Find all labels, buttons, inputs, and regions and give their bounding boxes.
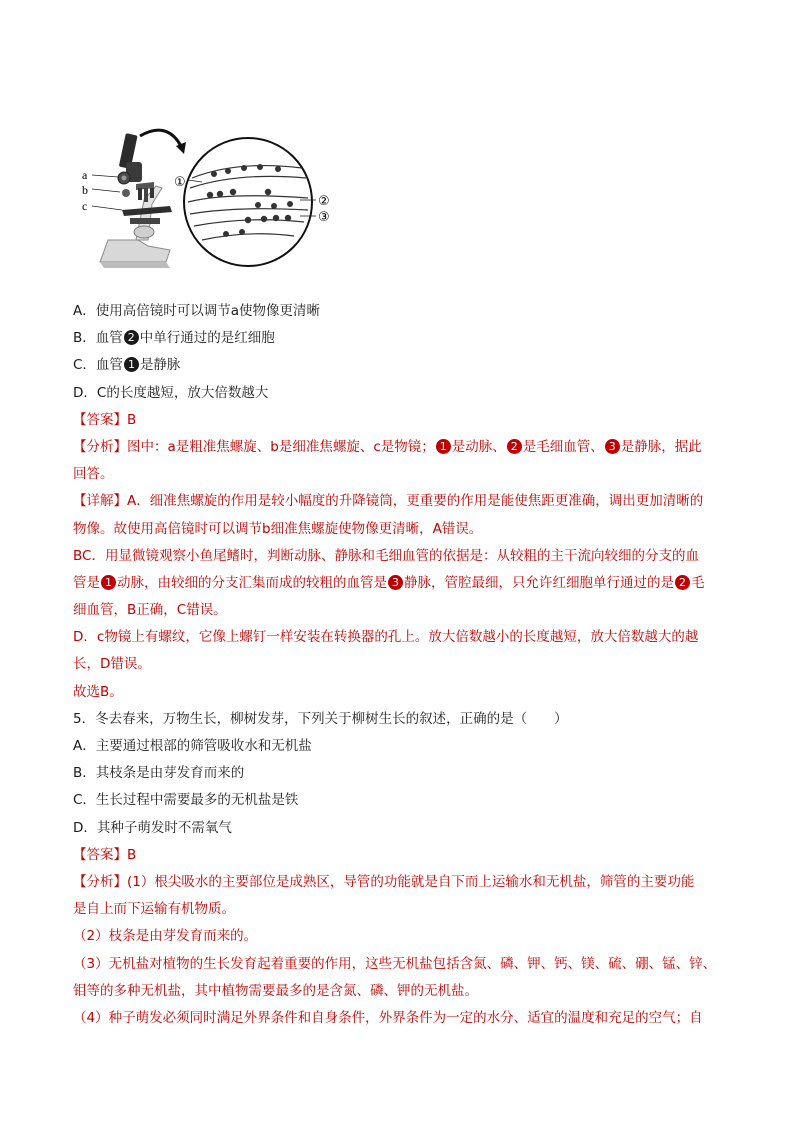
- text-block: [73, 298, 725, 1032]
- text-span: BC．用显微镜观察小鱼尾鳍时，判断动脉、静脉和毛细血管的依据是：从较粗的主干流向较细的分支的血: [73, 547, 699, 564]
- text-span: 是静脉，据此: [620, 438, 702, 455]
- text-span: A．使用高倍镜时可以调节a使物像更清晰: [73, 303, 321, 319]
- text-line-detail2: [73, 516, 725, 543]
- circled-number-1: 1: [124, 357, 139, 372]
- text-line-q5A: [73, 733, 725, 760]
- text-span: 是毛细血管、: [522, 438, 604, 455]
- text-line-detail1: [73, 488, 725, 515]
- text-span: 动脉，由较细的分支汇集而成的较粗的血管是: [117, 574, 387, 591]
- text-line-answer: [73, 407, 725, 434]
- circled-number-1: 1: [101, 575, 116, 590]
- text-span: 图中：a是粗准焦螺旋、b是细准焦螺旋、c是物镜；: [127, 438, 435, 455]
- text-span: B．血管: [73, 330, 123, 347]
- text-span: 细血管，B正确，C错误。: [73, 602, 227, 619]
- text-span: 中单行通过的是红细胞: [139, 330, 275, 347]
- text-span: B: [127, 846, 137, 863]
- text-span: 故选B。: [73, 683, 123, 700]
- text-span: （2）枝条是由芽发育而来的。: [73, 928, 258, 945]
- section-tag: 【答案】: [73, 411, 127, 428]
- circled-number-2: 2: [124, 330, 139, 345]
- text-line-a5_5: [73, 978, 725, 1005]
- text-line-q5B: [73, 760, 725, 787]
- text-line-choose: [73, 679, 725, 706]
- microscope-blood-vessel-figure: [78, 122, 348, 272]
- text-span: 管是: [73, 574, 100, 591]
- text-line-detail6: [73, 624, 725, 651]
- text-line-q5C: [73, 787, 725, 814]
- section-tag: 【答案】: [73, 846, 127, 863]
- text-span: 长，D错误。: [73, 656, 151, 673]
- text-line-optD: [73, 380, 725, 407]
- text-span: 钼等的多种无机盐，其中植物需要最多的是含氮、磷、钾的无机盐。: [73, 982, 478, 999]
- circled-number-2: 2: [507, 439, 522, 454]
- text-span: C．生长过程中需要最多的无机盐是铁: [73, 792, 299, 809]
- label-3: ③: [318, 210, 330, 225]
- text-line-optB: [73, 325, 725, 352]
- text-line-analysis1: [73, 434, 725, 461]
- text-span: 是静脉: [139, 357, 181, 374]
- text-line-a5_4: [73, 951, 725, 978]
- circled-number-2: 2: [675, 575, 690, 590]
- text-line-a5_6: [73, 1005, 725, 1032]
- label-2: ②: [318, 194, 330, 209]
- text-line-detail4: [73, 570, 725, 597]
- text-span: D．c物镜上有螺纹，它像上螺钉一样安装在转换器的孔上。放大倍数越小的长度越短，放大倍数越大的越: [73, 629, 699, 646]
- text-span: (1）根尖吸水的主要部位是成熟区，导管的功能就是自下而上运输水和无机盐，筛管的主要功能: [127, 873, 695, 890]
- text-span: D．其种子萌发时不需氧气: [73, 819, 232, 836]
- text-span: C．血管: [73, 357, 123, 374]
- text-line-answer5: [73, 842, 725, 869]
- section-tag: 【详解】: [73, 493, 127, 510]
- text-line-q5D: [73, 815, 725, 842]
- section-tag: 【分析】: [73, 438, 127, 455]
- text-span: D．C的长度越短，放大倍数越大: [73, 384, 269, 401]
- text-span: A．主要通过根部的筛管吸收水和无机盐: [73, 738, 312, 754]
- label-a: a: [82, 168, 88, 182]
- label-b: b: [82, 183, 88, 197]
- text-line-analysis2: [73, 461, 725, 488]
- text-span: 5．冬去春来，万物生长，柳树发芽，下列关于柳树生长的叙述，正确的是（ ）: [73, 710, 568, 727]
- text-span: （4）种子萌发必须同时满足外界条件和自身条件，外界条件为一定的水分、适宜的温度和充足的空气；自: [73, 1009, 703, 1026]
- blood-vessel-view: [174, 138, 330, 266]
- circled-number-3: 3: [388, 575, 403, 590]
- curved-arrow-icon: [140, 130, 182, 148]
- label-1: ①: [174, 175, 186, 190]
- microscope-icon: [82, 133, 172, 268]
- text-line-a5_3: [73, 923, 725, 950]
- text-span: 物像。故使用高倍镜时可以调节b细准焦螺旋使物像更清晰，A错误。: [73, 520, 483, 537]
- text-line-detail3: [73, 543, 725, 570]
- text-span: 是自上而下运输有机物质。: [73, 901, 235, 918]
- text-span: 毛: [691, 574, 705, 591]
- text-line-optC: [73, 352, 725, 379]
- text-line-q5: [73, 706, 725, 733]
- text-span: 回答。: [73, 466, 114, 483]
- text-line-detail5: [73, 597, 725, 624]
- text-line-a5_1: [73, 869, 725, 896]
- text-span: 是动脉、: [451, 438, 506, 455]
- text-span: B．其枝条是由芽发育而来的: [73, 765, 245, 782]
- text-span: （3）无机盐对植物的生长发育起着重要的作用，这些无机盐包括含氮、磷、钾、钙、镁、硫、硼、锰、锌、: [73, 955, 717, 972]
- circled-number-3: 3: [605, 439, 620, 454]
- text-span: B: [127, 411, 137, 428]
- text-line-optA: [73, 298, 725, 325]
- text-line-detail7: [73, 651, 725, 678]
- section-tag: 【分析】: [73, 873, 127, 890]
- circled-number-1: 1: [436, 439, 451, 454]
- text-span: 静脉，管腔最细，只允许红细胞单行通过的是: [404, 574, 674, 591]
- text-line-a5_2: [73, 896, 725, 923]
- label-c: c: [82, 199, 88, 213]
- text-span: A．细准焦螺旋的作用是较小幅度的升降镜筒，更重要的作用是能使焦距更准确，调出更加清晰的: [127, 493, 704, 510]
